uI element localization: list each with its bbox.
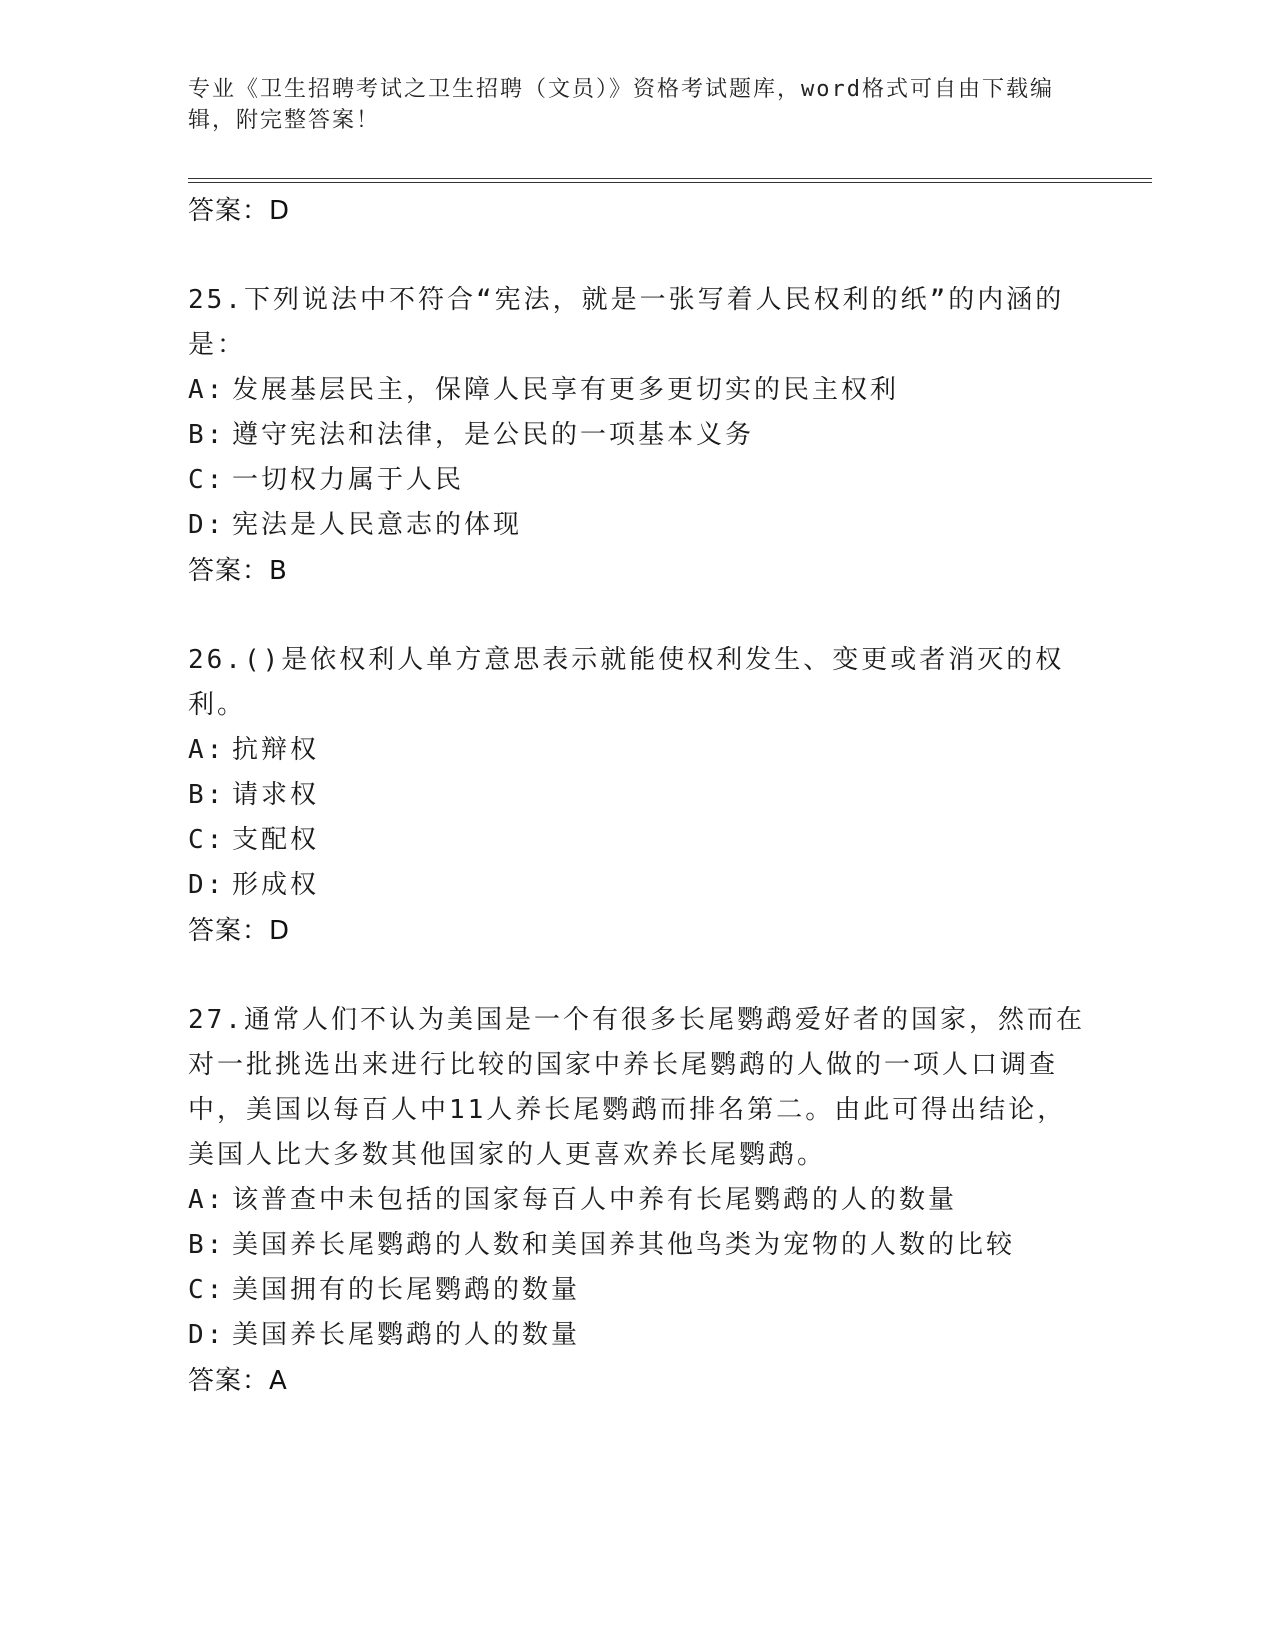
answer-line: 答案：B	[188, 556, 288, 586]
option-a	[188, 1178, 1088, 1223]
option-d	[188, 863, 1088, 908]
page-header: 专业《卫生招聘考试之卫生招聘（文员）》资格考试题库，word格式可自由下载编辑，附完整答案！	[188, 77, 1054, 133]
option-c	[188, 1268, 1088, 1313]
header-divider	[188, 178, 1152, 183]
option-letter: A:	[188, 1185, 226, 1215]
option-letter: A:	[188, 735, 226, 765]
question-stem: 27.通常人们不认为美国是一个有很多长尾鹦鹉爱好者的国家，然而在对一批挑选出来进行比较的国家中养长尾鹦鹉的人做的一项人口调查中，美国以每百人中11人养长尾鹦鹉而排名第二。由此可得出结论，美国人比大多数其他国家的人更喜欢养长尾鹦鹉。	[188, 1005, 1085, 1170]
option-letter: C:	[188, 1275, 226, 1305]
option-c	[188, 818, 1088, 863]
spacer	[188, 234, 1088, 278]
option-c	[188, 458, 1088, 503]
option-text: 该普查中未包括的国家每百人中养有长尾鹦鹉的人的数量	[232, 1185, 958, 1215]
question-stem: 25.下列说法中不符合“宪法，就是一张写着人民权利的纸”的内涵的是：	[188, 285, 1065, 360]
option-text: 一切权力属于人民	[232, 465, 465, 495]
option-d	[188, 1313, 1088, 1358]
option-text: 支配权	[232, 825, 320, 855]
option-letter: B:	[188, 780, 226, 810]
option-a	[188, 728, 1088, 773]
option-letter: D:	[188, 870, 226, 900]
option-d	[188, 503, 1088, 548]
option-letter: B:	[188, 420, 226, 450]
previous-answer: 答案：D	[188, 196, 291, 226]
option-b	[188, 1223, 1088, 1268]
option-letter: C:	[188, 465, 226, 495]
option-text: 形成权	[232, 870, 320, 900]
option-text: 抗辩权	[232, 735, 320, 765]
option-text: 发展基层民主，保障人民享有更多更切实的民主权利	[232, 375, 900, 405]
option-letter: B:	[188, 1230, 226, 1260]
option-letter: D:	[188, 1320, 226, 1350]
answer-line: 答案：D	[188, 916, 291, 946]
option-b	[188, 413, 1088, 458]
option-text: 美国养长尾鹦鹉的人数和美国养其他鸟类为宠物的人数的比较	[232, 1230, 1016, 1260]
option-text: 请求权	[232, 780, 320, 810]
question-26	[188, 638, 1088, 954]
option-letter: A:	[188, 375, 226, 405]
question-list	[188, 188, 1088, 1404]
option-a	[188, 368, 1088, 413]
option-b	[188, 773, 1088, 818]
option-text: 美国拥有的长尾鹦鹉的数量	[232, 1275, 581, 1305]
answer-line: 答案：A	[188, 1366, 288, 1396]
option-text: 遵守宪法和法律，是公民的一项基本义务	[232, 420, 755, 450]
option-text: 宪法是人民意志的体现	[232, 510, 523, 540]
spacer	[188, 954, 1088, 998]
question-stem: 26.()是依权利人单方意思表示就能使权利发生、变更或者消灭的权利。	[188, 645, 1065, 720]
option-letter: D:	[188, 510, 226, 540]
spacer	[188, 594, 1088, 638]
question-25	[188, 278, 1088, 594]
option-text: 美国养长尾鹦鹉的人的数量	[232, 1320, 581, 1350]
question-27	[188, 998, 1088, 1404]
option-letter: C:	[188, 825, 226, 855]
